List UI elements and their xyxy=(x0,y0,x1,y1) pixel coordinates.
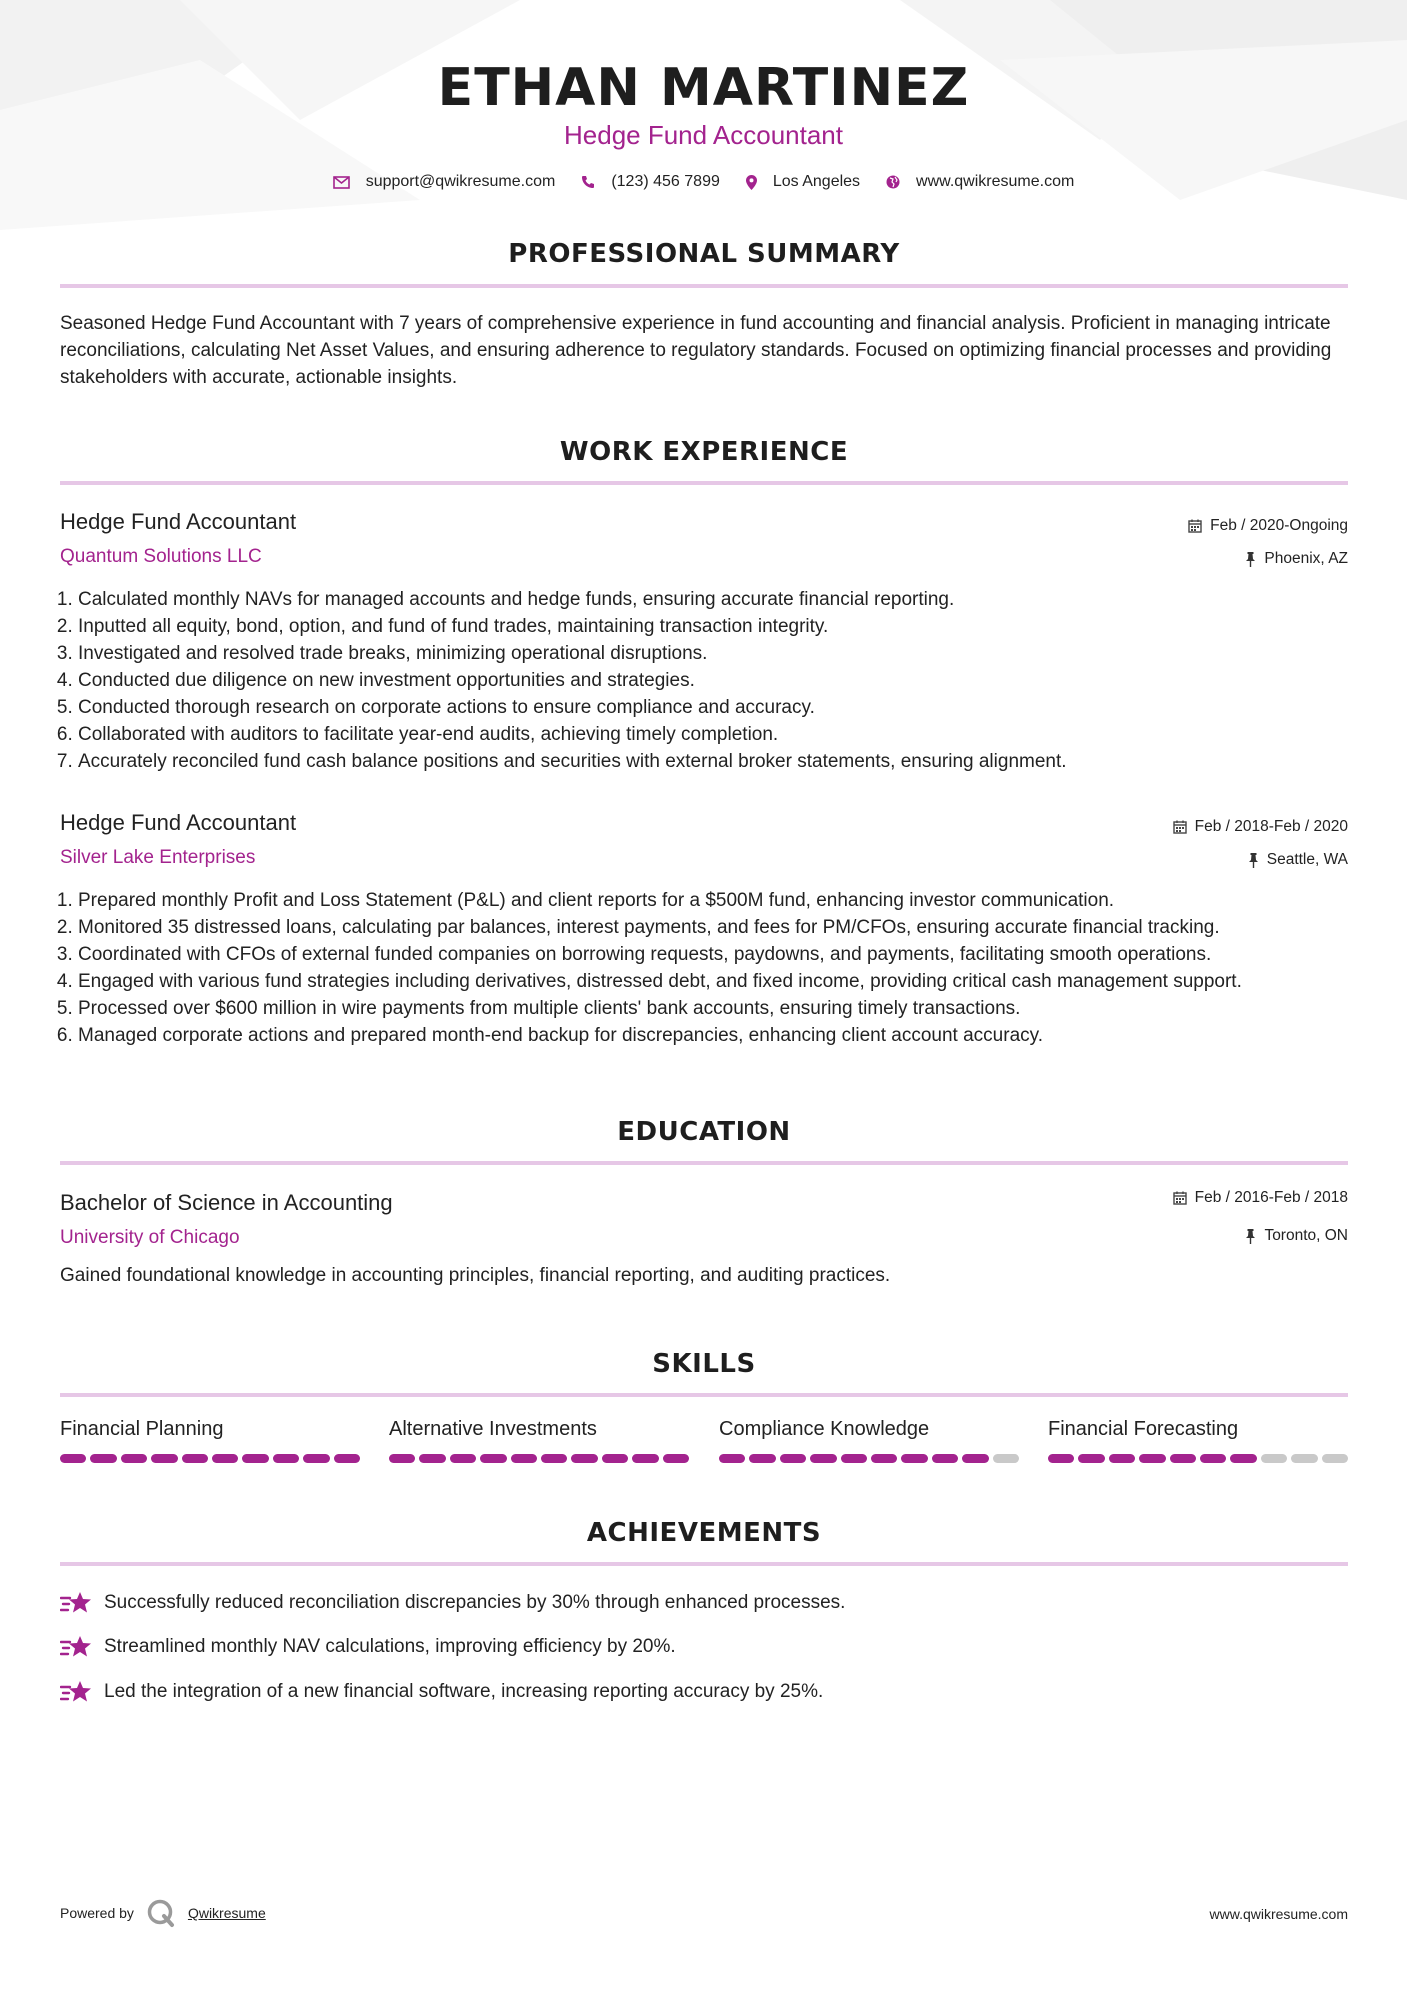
skill-level-segment xyxy=(1048,1454,1074,1463)
job-dates-text: Feb / 2020-Ongoing xyxy=(1210,517,1348,534)
achievement-item xyxy=(60,1634,676,1660)
candidate-role: Hedge Fund Accountant xyxy=(564,120,843,150)
skill-level-segment xyxy=(1261,1454,1287,1463)
skill-level-segment xyxy=(719,1454,745,1463)
education-school: University of Chicago xyxy=(60,1227,240,1248)
education-location-text: Toronto, ON xyxy=(1264,1227,1348,1244)
skill-level-segment xyxy=(993,1454,1019,1463)
pushpin-icon xyxy=(1248,853,1259,868)
education-dates xyxy=(1173,1189,1348,1207)
contact-location-text: Los Angeles xyxy=(772,173,861,190)
skill-item xyxy=(1048,1418,1348,1463)
section-divider xyxy=(60,1562,1348,1566)
skill-level-segment xyxy=(541,1454,567,1463)
list-item: 6. Collaborated with auditors to facilitate year-end audits, achieving timely completion. xyxy=(78,721,1378,748)
skill-level-bar xyxy=(719,1454,1019,1463)
contact-phone[interactable] xyxy=(581,173,720,191)
job-duties-list xyxy=(60,586,1378,775)
skill-level-segment xyxy=(932,1454,958,1463)
list-item: 3. Coordinated with CFOs of external funded companies on borrowing requests, paydowns, and payments, facilitating smooth operations. xyxy=(78,941,1378,968)
skill-level-segment xyxy=(242,1454,268,1463)
achievement-item xyxy=(60,1679,823,1705)
job-title: Hedge Fund Accountant xyxy=(60,509,297,534)
star-icon xyxy=(60,1590,92,1616)
skill-level-segment xyxy=(1291,1454,1317,1463)
skill-level-segment xyxy=(450,1454,476,1463)
skill-level-segment xyxy=(273,1454,299,1463)
skill-level-segment xyxy=(1200,1454,1226,1463)
list-item: 5. Processed over $600 million in wire payments from multiple clients' bank accounts, ensuring timely transactions. xyxy=(78,995,1378,1022)
job-location xyxy=(1248,851,1348,869)
phone-icon xyxy=(581,175,595,189)
skill-level-segment xyxy=(749,1454,775,1463)
list-item: 5. Conducted thorough research on corporate actions to ensure compliance and accuracy. xyxy=(78,694,1378,721)
skill-level-segment xyxy=(962,1454,988,1463)
skill-level-segment xyxy=(632,1454,658,1463)
section-divider xyxy=(60,1161,1348,1165)
skill-level-bar xyxy=(1048,1454,1348,1463)
achievement-item xyxy=(60,1590,845,1616)
job-company: Silver Lake Enterprises xyxy=(60,847,256,868)
skill-level-segment xyxy=(511,1454,537,1463)
star-icon xyxy=(60,1679,92,1705)
list-item: 6. Managed corporate actions and prepared month-end backup for discrepancies, enhancing client account accuracy. xyxy=(78,1022,1378,1049)
skill-level-segment xyxy=(389,1454,415,1463)
skill-item xyxy=(60,1418,360,1463)
skill-level-segment xyxy=(334,1454,360,1463)
section-title-experience: WORK EXPERIENCE xyxy=(559,437,849,467)
job-company: Quantum Solutions LLC xyxy=(60,546,262,567)
education-description: Gained foundational knowledge in accounting principles, financial reporting, and auditing practices. xyxy=(60,1265,891,1286)
skill-level-segment xyxy=(663,1454,689,1463)
list-item: 3. Investigated and resolved trade breaks, minimizing operational disruptions. xyxy=(78,640,1378,667)
qwikresume-logo-icon xyxy=(146,1898,176,1928)
calendar-icon xyxy=(1173,1191,1187,1205)
skill-level-segment xyxy=(121,1454,147,1463)
skill-level-segment xyxy=(1139,1454,1165,1463)
skill-level-segment xyxy=(151,1454,177,1463)
calendar-icon xyxy=(1188,519,1202,533)
achievement-text: Led the integration of a new financial software, increasing reporting accuracy by 25%. xyxy=(104,1681,824,1702)
skill-level-segment xyxy=(571,1454,597,1463)
skill-level-segment xyxy=(1230,1454,1256,1463)
section-divider xyxy=(60,284,1348,288)
skill-name: Financial Forecasting xyxy=(1048,1418,1239,1440)
list-item: 4. Engaged with various fund strategies including derivatives, distressed debt, and fixed income, providing critical cash management support. xyxy=(78,968,1378,995)
job-location xyxy=(1245,550,1348,568)
job-dates xyxy=(1173,818,1348,836)
job-dates-text: Feb / 2018-Feb / 2020 xyxy=(1194,818,1348,835)
skill-level-segment xyxy=(602,1454,628,1463)
skill-item xyxy=(389,1418,689,1463)
section-divider xyxy=(60,481,1348,485)
skill-level-segment xyxy=(901,1454,927,1463)
brand-link[interactable]: Qwikresume xyxy=(187,1905,266,1921)
skill-level-segment xyxy=(480,1454,506,1463)
section-title-summary: PROFESSIONAL SUMMARY xyxy=(508,239,900,269)
contact-phone-text: (123) 456 7899 xyxy=(611,173,720,190)
skill-level-segment xyxy=(1078,1454,1104,1463)
skill-name: Compliance Knowledge xyxy=(719,1418,930,1440)
list-item: 7. Accurately reconciled fund cash balance positions and securities with external broker statements, ensuring alignment. xyxy=(78,748,1378,775)
star-icon xyxy=(60,1634,92,1660)
skill-level-segment xyxy=(212,1454,238,1463)
education-dates-text: Feb / 2016-Feb / 2018 xyxy=(1194,1189,1348,1206)
globe-icon xyxy=(886,175,900,189)
skill-level-bar xyxy=(60,1454,360,1463)
skill-level-segment xyxy=(780,1454,806,1463)
achievement-text: Streamlined monthly NAV calculations, improving efficiency by 20%. xyxy=(104,1636,676,1657)
skill-level-bar xyxy=(389,1454,689,1463)
envelope-icon xyxy=(333,176,350,189)
calendar-icon xyxy=(1173,820,1187,834)
list-item: 2. Inputted all equity, bond, option, and fund of fund trades, maintaining transaction integrity. xyxy=(78,613,1378,640)
job-dates xyxy=(1188,517,1348,535)
list-item: 4. Conducted due diligence on new investment opportunities and strategies. xyxy=(78,667,1378,694)
job-location-text: Seattle, WA xyxy=(1266,851,1348,868)
achievement-text: Successfully reduced reconciliation discrepancies by 30% through enhanced processes. xyxy=(104,1592,846,1613)
contact-email-text: support@qwikresume.com xyxy=(365,173,556,190)
skill-level-segment xyxy=(810,1454,836,1463)
skill-level-segment xyxy=(841,1454,867,1463)
pushpin-icon xyxy=(1245,552,1256,567)
job-location-text: Phoenix, AZ xyxy=(1264,550,1348,567)
section-title-achievements: ACHIEVEMENTS xyxy=(586,1518,822,1548)
skill-name: Financial Planning xyxy=(60,1418,224,1440)
footer-website[interactable]: www.qwikresume.com xyxy=(1209,1906,1348,1922)
skill-level-segment xyxy=(1322,1454,1348,1463)
job-duties-list xyxy=(60,887,1378,1049)
skill-level-segment xyxy=(303,1454,329,1463)
list-item: 2. Monitored 35 distressed loans, calculating par balances, interest payments, and fees for PM/CFOs, ensuring accurate financial tracking. xyxy=(78,914,1378,941)
skill-level-segment xyxy=(182,1454,208,1463)
skill-level-segment xyxy=(1170,1454,1196,1463)
summary-text: Seasoned Hedge Fund Accountant with 7 years of comprehensive experience in fund accounting and financial analysis. Proficient in managing intricate reconciliations, calculating Net Asset Values, and ensuring adherence to regulatory standards. Focused on optimizing financial processes and providing stakeholders with accurate, actionable insights. xyxy=(60,313,1332,388)
job-title: Hedge Fund Accountant xyxy=(60,810,297,835)
section-title-skills: SKILLS xyxy=(652,1349,756,1379)
list-item: 1. Calculated monthly NAVs for managed accounts and hedge funds, ensuring accurate financial reporting. xyxy=(78,586,1378,613)
contact-bar xyxy=(0,173,1407,191)
skill-level-segment xyxy=(60,1454,86,1463)
education-location xyxy=(1245,1227,1348,1245)
skill-level-segment xyxy=(90,1454,116,1463)
skill-level-segment xyxy=(871,1454,897,1463)
footer-powered-by xyxy=(60,1898,266,1928)
contact-location xyxy=(746,173,860,191)
contact-email[interactable] xyxy=(333,173,556,191)
section-divider xyxy=(60,1393,1348,1397)
contact-website-text: www.qwikresume.com xyxy=(916,173,1075,190)
pushpin-icon xyxy=(1245,1229,1256,1244)
skill-level-segment xyxy=(419,1454,445,1463)
skill-name: Alternative Investments xyxy=(389,1418,597,1440)
powered-by-label: Powered by xyxy=(60,1905,134,1921)
skill-item xyxy=(719,1418,1019,1463)
section-title-education: EDUCATION xyxy=(617,1117,791,1147)
list-item: 1. Prepared monthly Profit and Loss Statement (P&L) and client reports for a $500M fund, enhancing investor communication. xyxy=(78,887,1378,914)
skill-level-segment xyxy=(1109,1454,1135,1463)
map-marker-icon xyxy=(746,175,757,190)
candidate-name: ETHAN MARTINEZ xyxy=(437,58,970,118)
contact-website[interactable] xyxy=(886,173,1074,191)
education-degree: Bachelor of Science in Accounting xyxy=(60,1190,393,1215)
